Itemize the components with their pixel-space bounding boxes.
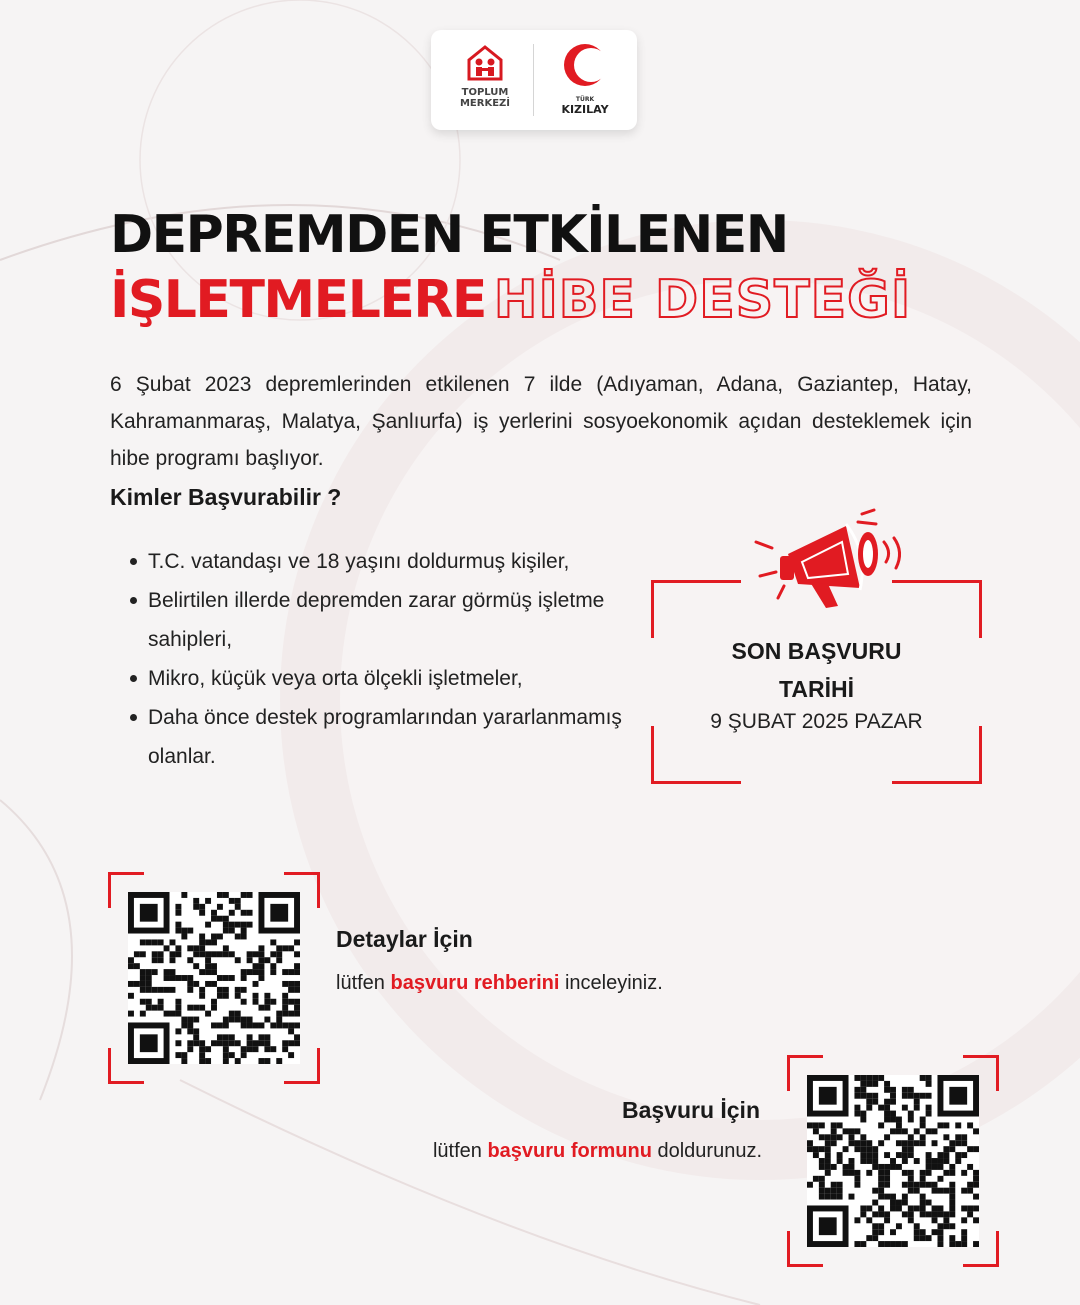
merkezi-label: MERKEZİ: [459, 98, 511, 109]
apply-heading: Başvuru İçin: [621, 1097, 760, 1123]
deadline-title: [651, 632, 982, 708]
criteria-item: T.C. vatandaşı ve 18 yaşını doldurmuş kişiler,: [130, 542, 630, 581]
intro-paragraph: 6 Şubat 2023 depremlerinden etkilenen 7 ilde (Adıyaman, Adana, Gaziantep, Hatay, Kahramanmaraş, Malatya, Şanlıurfa) iş yerlerini sosyoekonomik açıdan desteklemek için hibe programı başlıyor.: [110, 373, 972, 470]
details-heading: Detaylar İçin: [336, 926, 473, 952]
logo-card: [431, 30, 637, 130]
qr-code-icon[interactable]: [128, 892, 300, 1064]
toplum-merkezi-logo: [449, 44, 521, 109]
deadline-box: [651, 580, 982, 784]
who-can-apply-heading: Kimler Başvurabilir ?: [110, 484, 342, 510]
details-text: lütfen başvuru rehberini inceleyiniz.: [336, 972, 663, 994]
deadline-date: 9 ŞUBAT 2025 PAZAR: [710, 710, 923, 733]
turk-label: TÜRK: [575, 96, 595, 103]
criteria-item: Daha önce destek programlarından yararlanmamış olanlar.: [130, 698, 630, 776]
kizilay-logo: [543, 40, 627, 116]
details-highlight: başvuru rehberini: [390, 972, 560, 994]
title-outline: HİBE DESTEĞİ: [493, 270, 912, 330]
apply-text: lütfen başvuru formunu doldurunuz.: [432, 1140, 762, 1162]
criteria-list: [130, 542, 630, 776]
deadline-title-line-2: TARİHİ: [779, 676, 854, 702]
deadline-title-line-1: SON BAŞVURU: [731, 638, 902, 664]
toplum-label: TOPLUM: [461, 87, 509, 98]
crescent-icon: [560, 40, 610, 90]
toplum-merkezi-house-icon: [466, 44, 504, 82]
details-qr-code[interactable]: [108, 872, 320, 1084]
criteria-item: Mikro, küçük veya orta ölçekli işletmeler,: [130, 659, 630, 698]
title-solid: İŞLETMELERE: [110, 270, 486, 330]
apply-highlight: başvuru formunu: [487, 1140, 652, 1162]
title-line-2: [110, 270, 1010, 330]
qr-code-icon[interactable]: [807, 1075, 979, 1247]
logo-divider: [533, 44, 534, 116]
kizilay-label: KIZILAY: [561, 103, 609, 116]
title-line-1: DEPREMDEN ETKİLENEN: [110, 205, 788, 265]
criteria-item: Belirtilen illerde depremden zarar görmüş işletme sahipleri,: [130, 581, 630, 659]
apply-qr-code[interactable]: [787, 1055, 999, 1267]
